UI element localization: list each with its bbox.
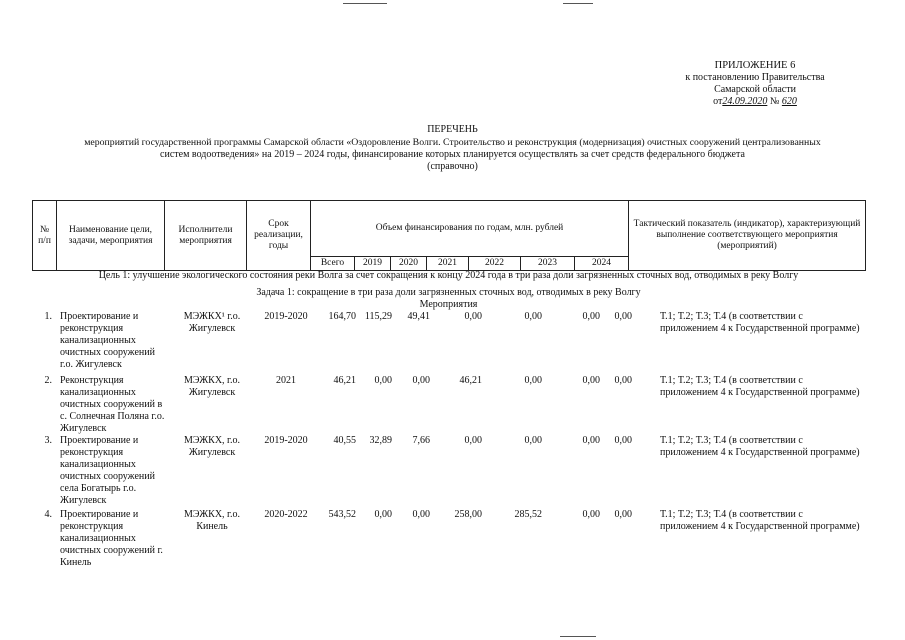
measures-label: Мероприятия	[419, 299, 478, 310]
annex-number: 620	[781, 96, 797, 107]
annex-title: ПРИЛОЖЕНИЕ 6	[714, 60, 796, 71]
header-year: 2019	[355, 257, 391, 271]
header-fin: Объем финансирования по годам, млн. рублей	[311, 201, 629, 257]
header-year: 2020	[391, 257, 427, 271]
table-row: 2. Реконструкция канализационных очистных сооружений в с. Солнечная Поляна г.о. Жигулевск МЭЖКХ, г.о. Жигулевск 2021 46,21 0,00 0,00 46,21 0,00 0,00 0,00 Т.1; Т.2; Т.3; Т.4 (в соответствии с приложением 4 к Государственной программе)	[44, 375, 860, 434]
header-ind: Тактический показатель (индикатор), характеризующий выполнение соответствующего мероприятия (мероприятий)	[629, 201, 866, 271]
scan-mark	[343, 3, 387, 4]
scan-mark	[563, 3, 593, 4]
annex-date-line: от24.09.2020 № 620	[713, 96, 797, 107]
header-name: Наименование цели, задачи, мероприятия	[57, 201, 165, 271]
goal-text: Цель 1: улучшение экологического состояния реки Волга за счет сокращения к концу 2024 года в три раза доли загрязненных сточных вод, отводимых в реку Волгу	[98, 270, 799, 281]
annex-block	[660, 60, 850, 108]
header-year: 2024	[575, 257, 629, 271]
heading-line1: мероприятий государственной программы Самарской области «Оздоровление Волги. Строительство и реконструкция (модернизация) очистных сооружений централизованных	[84, 137, 821, 148]
task-text: Задача 1: сокращение в три раза доли загрязненных сточных вод, отводимых в реку Волгу	[256, 287, 641, 298]
header-year: 2023	[521, 257, 575, 271]
header-term: Срок реализации, годы	[247, 201, 311, 271]
table-header	[32, 200, 866, 271]
header-year: 2021	[427, 257, 469, 271]
scan-mark	[560, 636, 596, 637]
header-num: № п/п	[33, 201, 57, 271]
table-row: 3. Проектирование и реконструкция канализационных очистных сооружений села Богатырь г.о. Жигулевск МЭЖКХ, г.о. Жигулевск 2019-2020 40,55 32,89 7,66 0,00 0,00 0,00 0,00 Т.1; Т.2; Т.3; Т.4 (в соответствии с приложением 4 к Государственной программе)	[44, 435, 860, 506]
annex-date: 24.09.2020	[722, 96, 768, 107]
heading-line3: (справочно)	[427, 161, 478, 172]
page-title: ПЕРЕЧЕНЬ	[427, 124, 478, 135]
header-exec: Исполнители мероприятия	[165, 201, 247, 271]
annex-line1: к постановлению Правительства	[685, 72, 825, 83]
heading-line2: систем водоотведения» на 2019 – 2024 годы, финансирование которых планируется осуществлять за счет средств федерального бюджета	[160, 149, 745, 160]
table-row: 1. Проектирование и реконструкция канализационных очистных сооружений г.о. Жигулевск МЭЖКХ¹ г.о. Жигулевск 2019-2020 164,70 115,29 49,41 0,00 0,00 0,00 0,00 Т.1; Т.2; Т.3; Т.4 (в соответствии с приложением 4 к Государственной программе)	[44, 311, 860, 370]
header-year: 2022	[469, 257, 521, 271]
annex-line2: Самарской области	[714, 84, 796, 95]
table-row: 4. Проектирование и реконструкция канализационных очистных сооружений г. Кинель МЭЖКХ, г.о. Кинель 2020-2022 543,52 0,00 0,00 258,00 285,52 0,00 0,00 Т.1; Т.2; Т.3; Т.4 (в соответствии с приложением 4 к Государственной программе)	[44, 509, 860, 568]
header-year: Всего	[311, 257, 355, 271]
